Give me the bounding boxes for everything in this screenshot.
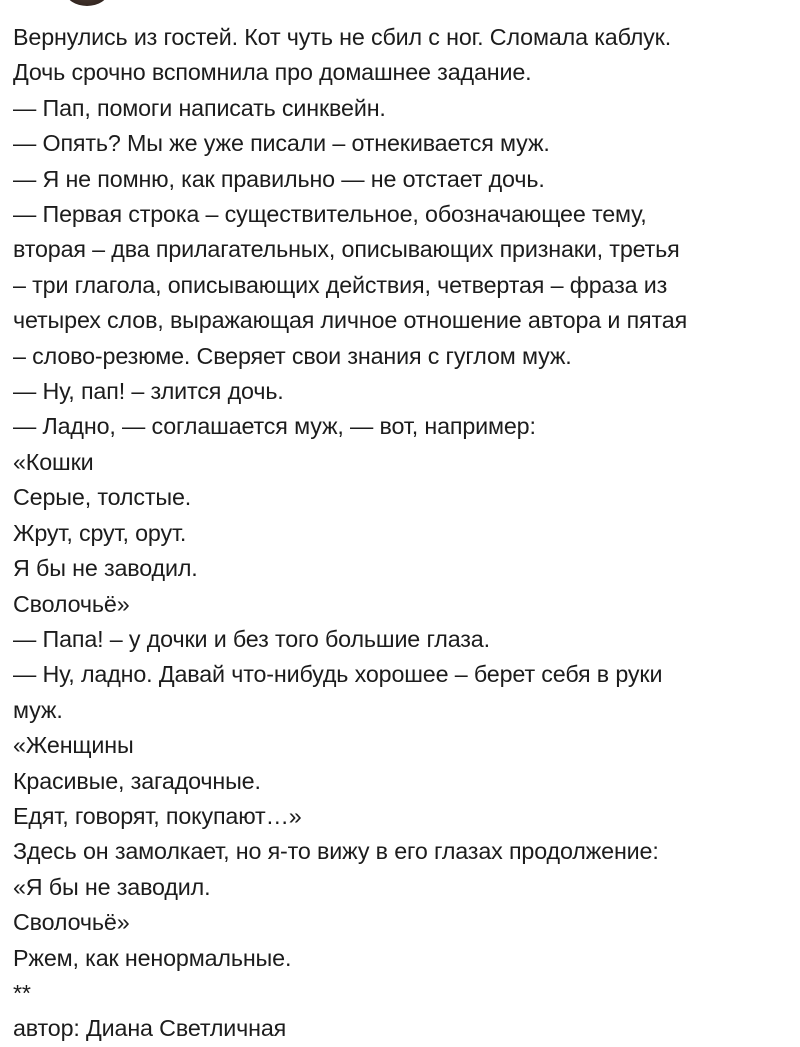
text-line: — Опять? Мы же уже писали – отнекивается муж. [13, 130, 550, 157]
author-credit: автор: Диана Светличная [13, 1015, 287, 1042]
avatar[interactable] [66, 0, 108, 6]
text-line: — Ну, пап! – злится дочь. [13, 378, 284, 405]
text-line: Я бы не заводил. [13, 555, 198, 582]
text-line: Здесь он замолкает, но я-то вижу в его глазах продолжение: [13, 838, 659, 865]
text-line: вторая – два прилагательных, описывающих признаки, третья [13, 236, 680, 263]
text-line: Едят, говорят, покупают…» [13, 802, 302, 829]
text-line: «Кошки [13, 448, 94, 475]
text-line: Дочь срочно вспомнила про домашнее задание. [13, 59, 532, 86]
text-line: Жрут, срут, орут. [13, 519, 187, 546]
post-text [13, 20, 790, 1047]
text-line: Серые, толстые. [13, 484, 192, 511]
text-line: «Я бы не заводил. [13, 873, 211, 900]
text-line: Сволочьё» [13, 909, 130, 936]
text-line: — Первая строка – существительное, обозначающее тему, [13, 201, 647, 228]
text-line: — Ну, ладно. Давай что-нибудь хорошее – берет себя в руки [13, 661, 663, 688]
text-line: — Пап, помоги написать синквейн. [13, 94, 386, 121]
text-line: – слово-резюме. Сверяет свои знания с гуглом муж. [13, 342, 572, 369]
text-line: — Я не помню, как правильно — не отстает дочь. [13, 165, 545, 192]
text-line: Сволочьё» [13, 590, 130, 617]
text-line: Ржем, как ненормальные. [13, 944, 292, 971]
text-line: муж. [13, 696, 63, 723]
text-line: — Папа! – у дочки и без того большие глаза. [13, 625, 490, 652]
text-line: четырех слов, выражающая личное отношение автора и пятая [13, 307, 688, 334]
text-line: Красивые, загадочные. [13, 767, 261, 794]
text-line: «Женщины [13, 732, 134, 759]
text-line: — Ладно, — соглашается муж, — вот, например: [13, 413, 536, 440]
text-line: Вернулись из гостей. Кот чуть не сбил с ног. Сломала каблук. [13, 24, 672, 50]
text-line: – три глагола, описывающих действия, четвертая – фраза из [13, 271, 668, 298]
separator-stars: ** [13, 979, 31, 1006]
